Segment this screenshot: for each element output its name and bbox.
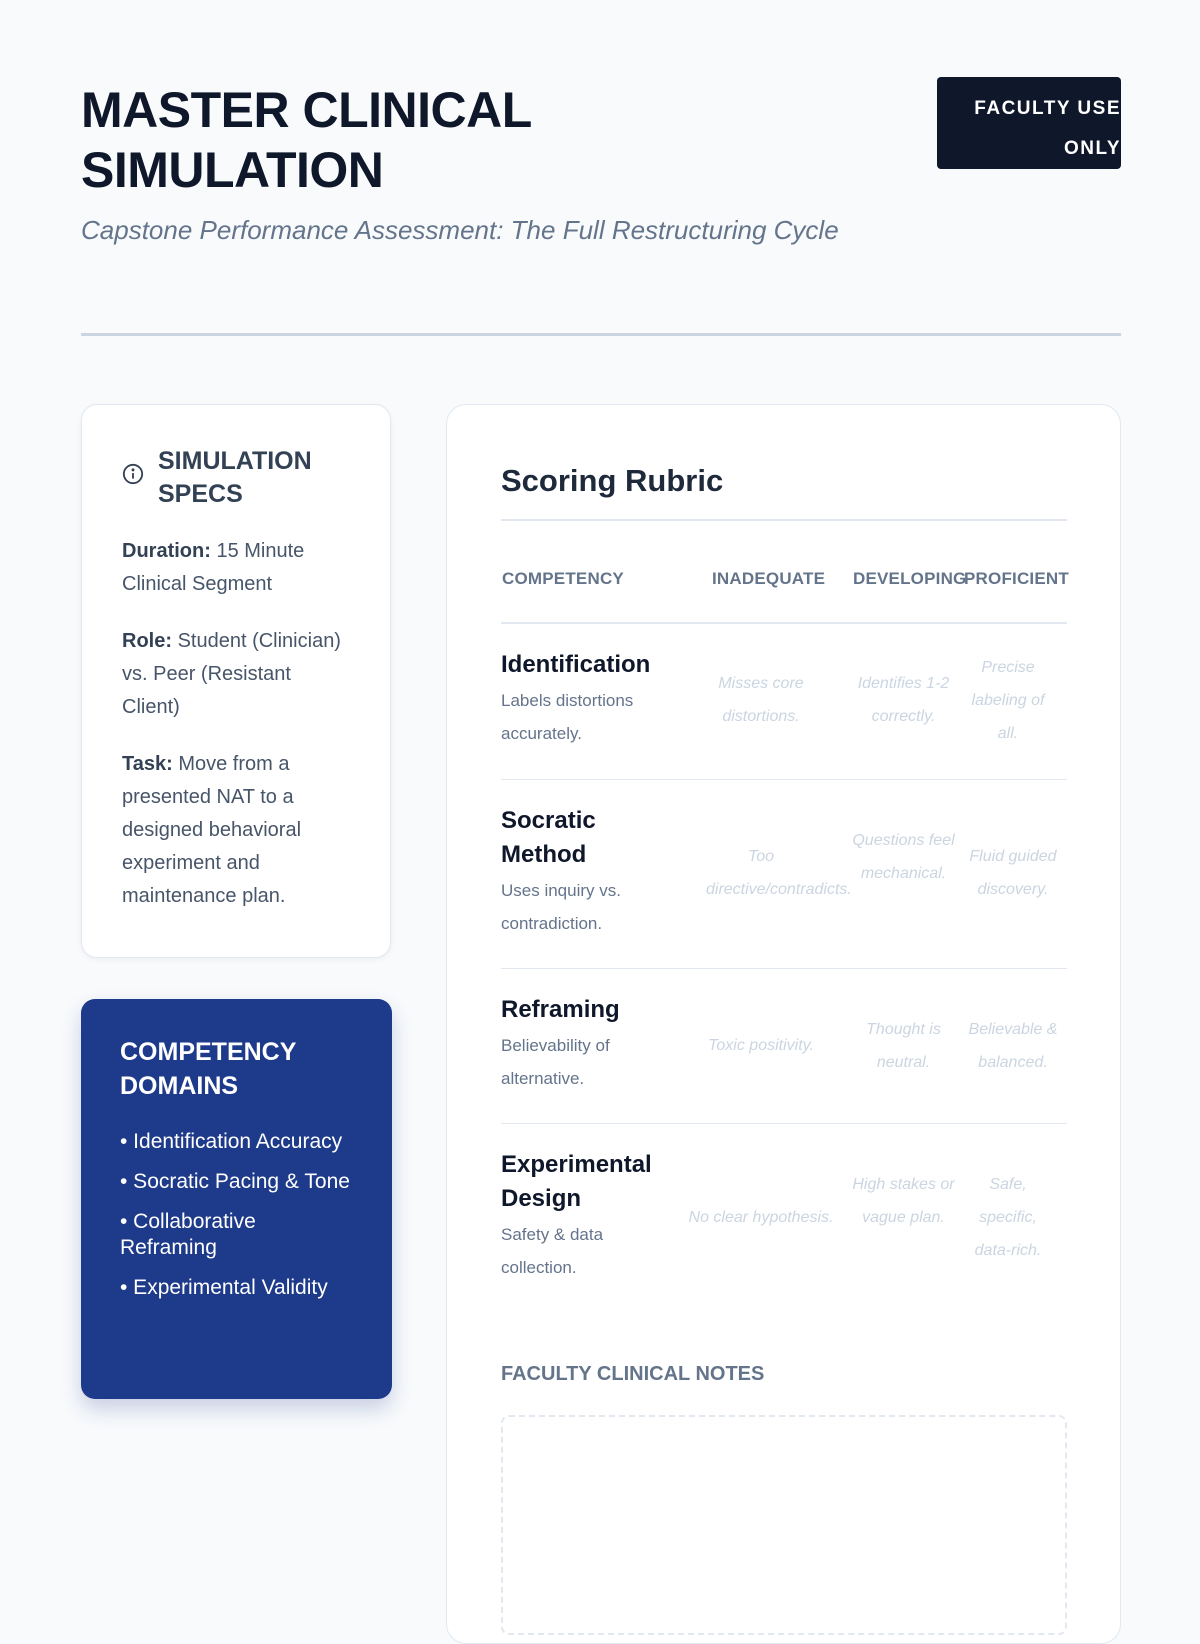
faculty-badge xyxy=(937,77,1121,169)
cell-inadequate: Toxic positivity. xyxy=(708,1037,814,1054)
cell-proficient: Safe, specific, data-rich. xyxy=(974,1176,1042,1259)
competency-description: Safety & data collection. xyxy=(501,1225,604,1277)
table-row xyxy=(501,969,1067,1124)
column-header-inadequate: INADEQUATE xyxy=(712,569,826,588)
faculty-notes-area[interactable] xyxy=(501,1415,1067,1635)
domain-item: • Socratic Pacing & Tone xyxy=(120,1170,350,1193)
header-divider xyxy=(81,333,1121,336)
badge-line-2: ONLY xyxy=(1063,138,1121,159)
domain-item: • Identification Accuracy xyxy=(120,1130,343,1153)
faculty-notes-label: FACULTY CLINICAL NOTES xyxy=(501,1363,765,1385)
column-header-competency: COMPETENCY xyxy=(502,569,624,588)
info-circle-icon xyxy=(122,463,144,485)
cell-inadequate: No clear hypothesis. xyxy=(688,1209,834,1226)
spec-value: 15 Minute Clinical Segment xyxy=(122,540,305,595)
spec-label: Role: xyxy=(122,630,172,652)
domains-title-line-2: DOMAINS xyxy=(120,1072,239,1100)
page-title: MASTER CLINICAL SIMULATION xyxy=(81,82,531,198)
simulation-specs-card xyxy=(81,404,391,958)
cell-inadequate: Misses core distortions. xyxy=(718,675,804,725)
spec-label: Duration: xyxy=(122,540,211,562)
cell-developing: Questions feel mechanical. xyxy=(852,832,955,882)
column-header-developing: DEVELOPING xyxy=(853,569,967,588)
cell-developing: High stakes or vague plan. xyxy=(852,1176,955,1226)
specs-header xyxy=(122,445,350,511)
specs-title-line-2: SPECS xyxy=(158,480,243,508)
cell-inadequate: Too directive/contradicts. xyxy=(706,848,852,898)
table-row xyxy=(501,780,1067,969)
domain-item: • Experimental Validity xyxy=(120,1276,328,1299)
domains-title xyxy=(120,1035,353,1103)
competency-domains-card xyxy=(81,999,392,1399)
competency-description: Uses inquiry vs. contradiction. xyxy=(501,881,621,933)
spec-value: Student (Clinician) vs. Peer (Resistant Client) xyxy=(122,630,341,718)
scoring-rubric-card xyxy=(446,404,1121,1644)
rubric-title: Scoring Rubric xyxy=(501,463,724,498)
competency-name: Experimental Design xyxy=(501,1151,652,1212)
cell-proficient: Precise labeling of all. xyxy=(971,659,1045,742)
domains-title-line-1: COMPETENCY xyxy=(120,1038,297,1066)
competency-name: Reframing xyxy=(501,996,620,1023)
competency-description: Labels distortions accurately. xyxy=(501,691,634,743)
specs-title xyxy=(158,445,312,511)
page-header xyxy=(81,80,1121,250)
spec-label: Task: xyxy=(122,753,173,775)
spec-duration xyxy=(122,535,350,601)
cell-developing: Identifies 1-2 correctly. xyxy=(857,675,950,725)
column-header-proficient: PROFICIENT xyxy=(964,569,1069,588)
page-subtitle: Capstone Performance Assessment: The Full Restructuring Cycle xyxy=(81,215,839,245)
specs-title-line-1: SIMULATION xyxy=(158,447,312,475)
competency-description: Believability of alternative. xyxy=(501,1036,610,1088)
badge-line-1: FACULTY USE xyxy=(974,98,1121,119)
domain-item: • Collaborative Reframing xyxy=(120,1210,256,1259)
spec-role xyxy=(122,625,350,724)
cell-developing: Thought is neutral. xyxy=(866,1021,941,1071)
rubric-title-divider xyxy=(501,519,1067,521)
competency-name: Identification xyxy=(501,651,651,678)
spec-task xyxy=(122,748,350,913)
table-row xyxy=(501,1124,1067,1314)
table-row xyxy=(501,624,1067,780)
cell-proficient: Fluid guided discovery. xyxy=(969,848,1057,898)
spec-value: Move from a presented NAT to a designed behavioral experiment and maintenance plan. xyxy=(122,753,302,907)
competency-name: Socratic Method xyxy=(501,807,596,868)
cell-proficient: Believable & balanced. xyxy=(968,1021,1058,1071)
